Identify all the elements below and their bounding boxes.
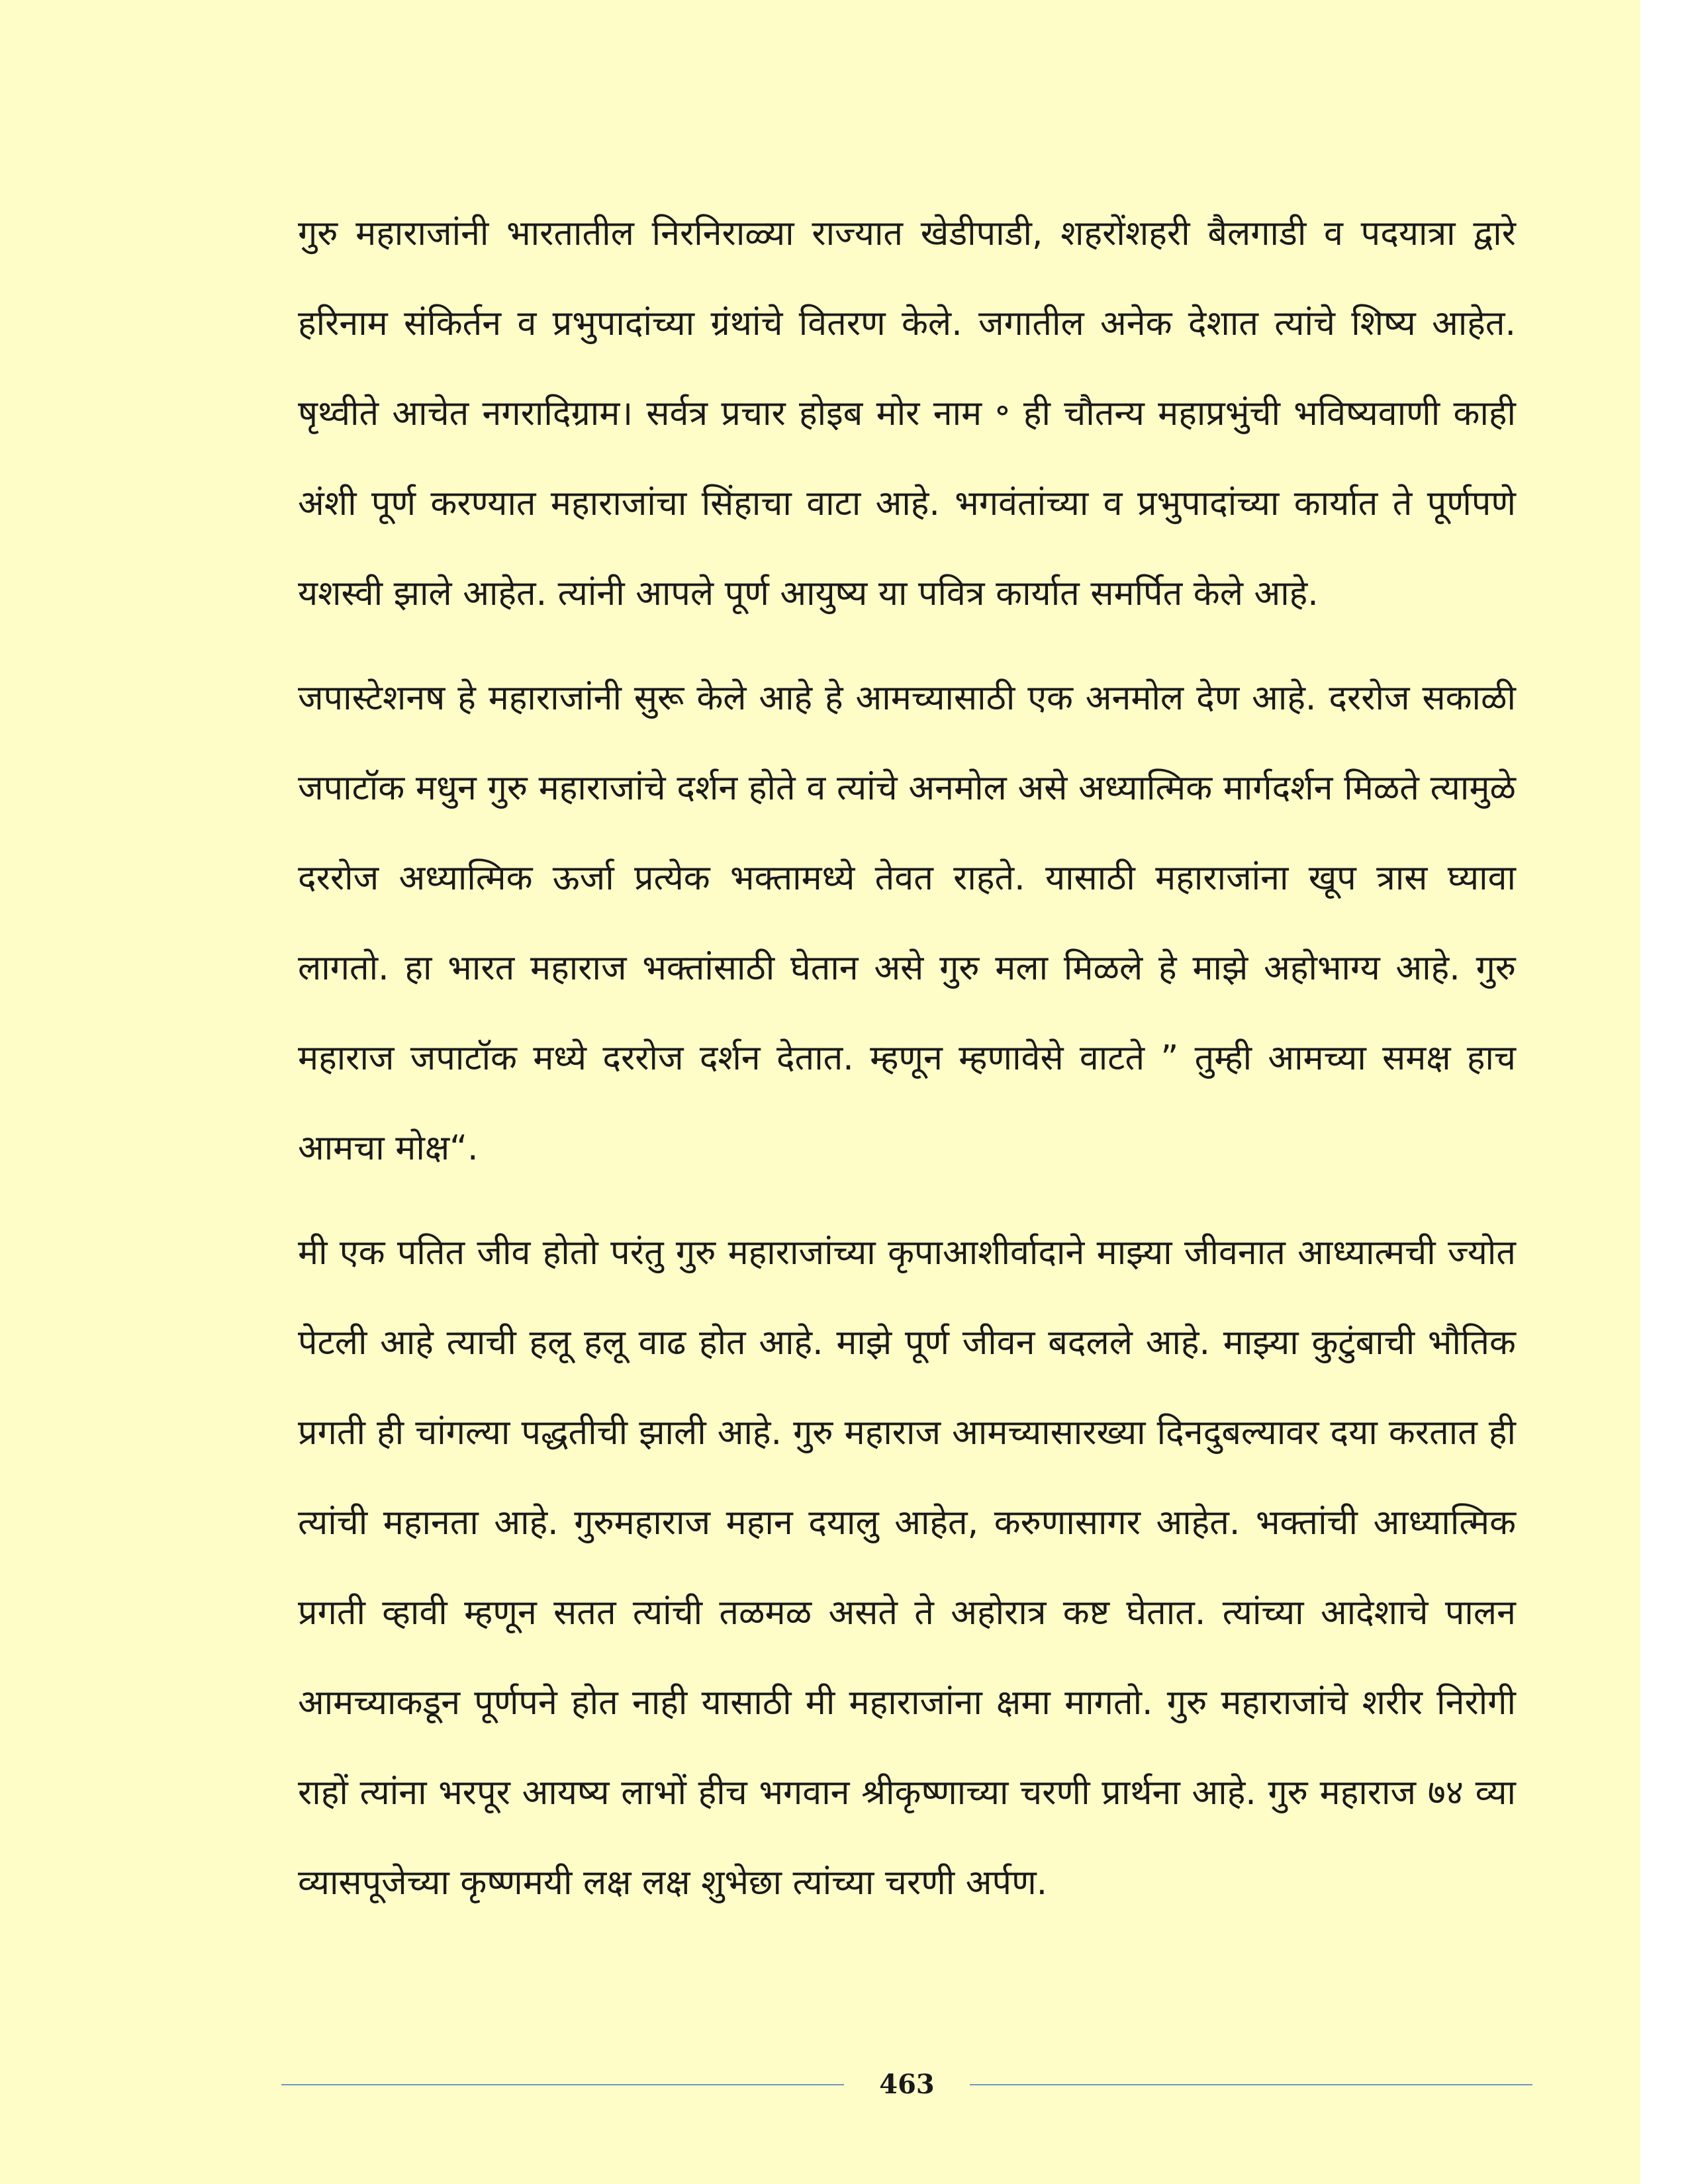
paragraph-3: मी एक पतित जीव होतो परंतु गुरु महाराजांच्या कृपाआशीर्वादाने माझ्या जीवनात आध्यात्मची ज्योत पेटली आहे त्याची हलू हलू वाढ होत आहे. माझे पूर्ण जीवन बदलले आहे. माझ्या कुटुंबाची भौतिक प्रगती ही चांगल्या पद्धतीची झाली आहे. गुरु महाराज आमच्यासारख्या दिनदुबल्यावर दया करतात ही त्यांची महानता आहे. गुरुमहाराज महान दयालु आहेत, करुणासागर आहेत. भक्तांची आध्यात्मिक प्रगती व्हावी म्हणून सतत त्यांची तळमळ असते ते अहोरात्र कष्ट घेतात. त्यांच्या आदेशाचे पालन आमच्याकडून पूर्णपने होत नाही यासाठी मी महाराजांना क्षमा मागतो. गुरु महाराजांचे शरीर निरोगी राहों त्यांना भरपूर आयष्य लाभों हीच भगवान श्रीकृष्णाच्या चरणी प्रार्थना आहे. गुरु महाराज ७४ व्या व्यासपूजेच्या कृष्णमयी लक्ष लक्ष शुभेछा त्यांच्या चरणी अर्पण. [298, 1233, 1516, 1903]
footer-rule-left [281, 2084, 844, 2085]
paragraph-2: जपास्टेशनष हे महाराजांनी सुरू केले आहे हे आमच्यासाठी एक अनमोल देण आहे. दररोज सकाळी जपाटॉक मधुन गुरु महाराजांचे दर्शन होते व त्यांचे अनमोल असे अध्यात्मिक मार्गदर्शन मिळते त्यामुळे दररोज अध्यात्मिक ऊर्जा प्रत्येक भक्तामध्ये तेवत राहते. यासाठी महाराजांना खूप त्रास घ्यावा लागतो. हा भारत महाराज भक्तांसाठी घेतान असे गुरु मला मिळले हे माझे अहोभाग्य आहे. गुरु महाराज जपाटॉक मध्ये दररोज दर्शन देतात. म्हणून म्हणावेसे वाटते ” तुम्ही आमच्या समक्ष हाच आमचा मोक्ष“. [298, 678, 1516, 1168]
body-text [298, 189, 1516, 1942]
paragraph-1: गुरु महाराजांनी भारतातील निरनिराळ्या राज्यात खेडीपाडी, शहरोंशहरी बैलगाडी व पदयात्रा द्वारे हरिनाम संकिर्तन व प्रभुपादांच्या ग्रंथांचे वितरण केले. जगातील अनेक देशात त्यांचे शिष्य आहेत. षृथ्वीते आचेत नगरादिग्राम। सर्वत्र प्रचार होइब मोर नाम ॰ ही चौतन्य महाप्रभुंची भविष्यवाणी काही अंशी पूर्ण करण्यात महाराजांचा सिंहाचा वाटा आहे. भगवंतांच्या व प्रभुपादांच्या कार्यात ते पूर्णपणे यशस्वी झाले आहेत. त्यांनी आपले पूर्ण आयुष्य या पवित्र कार्यात समर्पित केले आहे. [298, 214, 1516, 614]
footer-rule-right [970, 2084, 1532, 2085]
page-footer [281, 2062, 1532, 2108]
page-number: 463 [879, 2069, 935, 2100]
page-right-margin [1640, 0, 1688, 2184]
